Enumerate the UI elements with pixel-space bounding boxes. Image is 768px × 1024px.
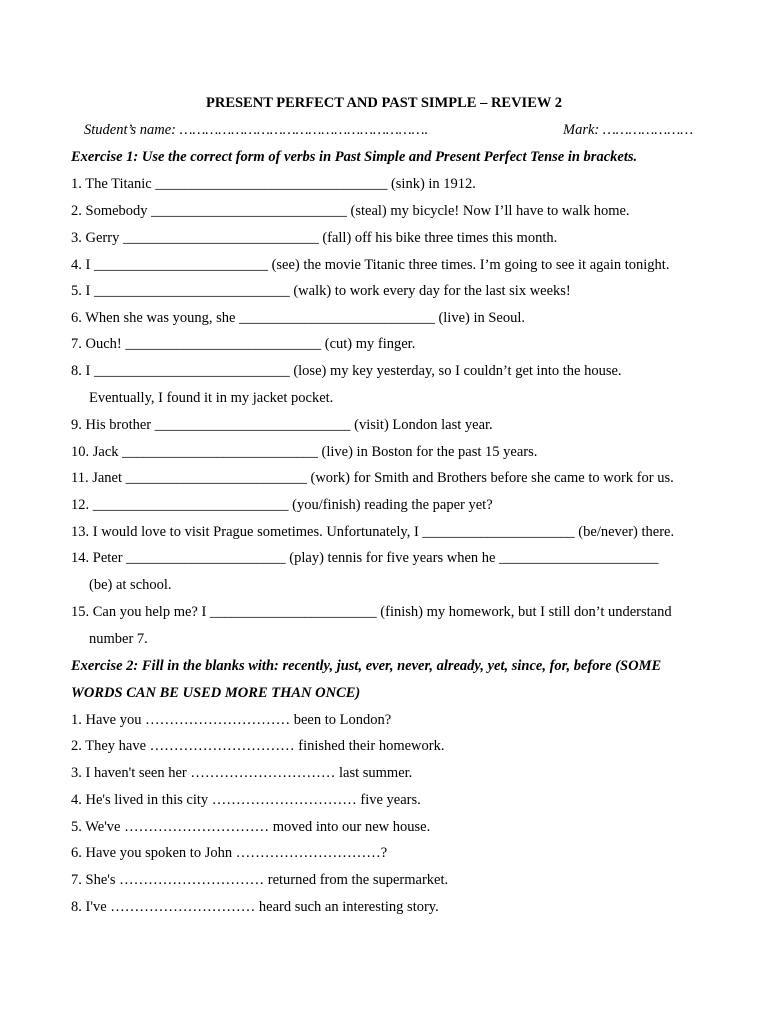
exercise1-item: 11. Janet _________________________ (work) for Smith and Brothers before she came to work for us. bbox=[71, 470, 674, 486]
exercise2-heading: Exercise 2: Fill in the blanks with: recently, just, ever, never, already, yet, since, for, before (SOME bbox=[71, 658, 662, 674]
exercise2-item: 1. Have you ………………………… been to London? bbox=[71, 712, 392, 728]
exercise1-heading: Exercise 1: Use the correct form of verbs in Past Simple and Present Perfect Tense in brackets. bbox=[71, 149, 638, 165]
exercise1-item: 8. I ___________________________ (lose) my key yesterday, so I couldn’t get into the house. bbox=[71, 363, 622, 379]
exercise1-item: 7. Ouch! ___________________________ (cut) my finger. bbox=[71, 336, 416, 352]
exercise1-item: 13. I would love to visit Prague sometimes. Unfortunately, I _____________________ (be/never) there. bbox=[71, 524, 675, 540]
exercise2-item: 6. Have you spoken to John …………………………? bbox=[71, 845, 388, 861]
exercise1-item: 4. I ________________________ (see) the movie Titanic three times. I’m going to see it again tonight. bbox=[71, 257, 670, 273]
exercise1-item: 5. I ___________________________ (walk) to work every day for the last six weeks! bbox=[71, 283, 571, 299]
exercise1-item: 12. ___________________________ (you/finish) reading the paper yet? bbox=[71, 497, 493, 513]
exercise1-item: 1. The Titanic ________________________________ (sink) in 1912. bbox=[71, 176, 476, 192]
exercise1-item: 14. Peter ______________________ (play) tennis for five years when he ______________________ bbox=[71, 550, 659, 566]
exercise1-item: 15. Can you help me? I _______________________ (finish) my homework, but I still don’t understand bbox=[71, 604, 672, 620]
exercise1-item: 10. Jack ___________________________ (live) in Boston for the past 15 years. bbox=[71, 444, 538, 460]
exercise2-item: 3. I haven't seen her ………………………… last summer. bbox=[71, 765, 413, 781]
exercise1-item-continuation: (be) at school. bbox=[89, 577, 172, 593]
exercise2-item: 2. They have ………………………… finished their homework. bbox=[71, 738, 445, 754]
exercise1-item: 2. Somebody ___________________________ (steal) my bicycle! Now I’ll have to walk home. bbox=[71, 203, 630, 219]
student-name-field: Student’s name: …………………………………………………. bbox=[84, 122, 429, 138]
exercise2-item: 5. We've ………………………… moved into our new house. bbox=[71, 819, 431, 835]
exercise1-item-continuation: Eventually, I found it in my jacket pocket. bbox=[89, 390, 334, 406]
exercise1-item: 3. Gerry ___________________________ (fall) off his bike three times this month. bbox=[71, 230, 558, 246]
exercise1-item: 6. When she was young, she ___________________________ (live) in Seoul. bbox=[71, 310, 526, 326]
exercise2-item: 4. He's lived in this city ………………………… five years. bbox=[71, 792, 421, 808]
mark-field: Mark: ………………… bbox=[563, 122, 694, 138]
exercise1-item: 9. His brother ___________________________ (visit) London last year. bbox=[71, 417, 493, 433]
exercise2-heading-continuation: WORDS CAN BE USED MORE THAN ONCE) bbox=[71, 685, 361, 701]
exercise2-item: 8. I've ………………………… heard such an interesting story. bbox=[71, 899, 439, 915]
page-title: PRESENT PERFECT AND PAST SIMPLE – REVIEW 2 bbox=[205, 95, 562, 111]
exercise2-item: 7. She's ………………………… returned from the supermarket. bbox=[71, 872, 449, 888]
exercise1-item-continuation: number 7. bbox=[89, 631, 148, 647]
